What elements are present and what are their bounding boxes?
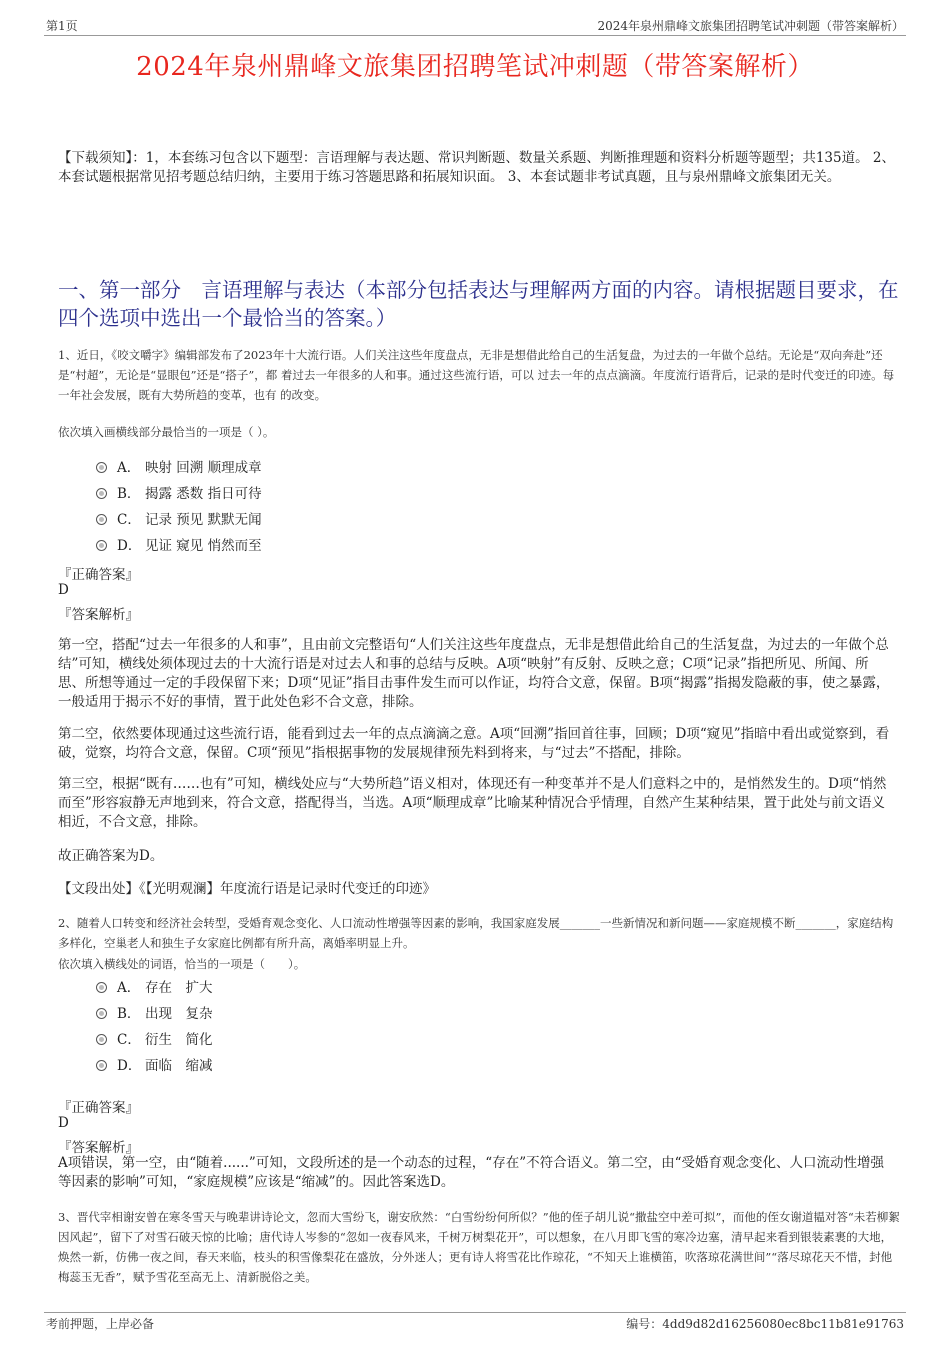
question-2-answer-label: 『正确答案』 — [58, 1100, 139, 1116]
question-3-stem: 3、晋代宰相谢安曾在寒冬雪天与晚辈讲诗论文，忽而大雪纷飞，谢安欣然：“白雪纷纷何所似？”他的侄子胡儿说“撒盐空中差可拟”，而他的侄女谢道韫对答“未若柳絮因风起”，留下了对雪石破天惊的比喻；唐代诗人岑参的“忽如一夜春风来，千树万树梨花开”，可以想象，在八月即飞雪的寒冷边塞，清早起来看到银装素裹的大地，焕然一新，仿佛一夜之间，春天来临，枝头的积雪像梨花在盛放，分外迷人；更有诗人将雪花比作琼花，“不知天上谁横笛，吹落琼花满世间”“落尽琼花天不惜，封他梅蕊玉无香”，赋予雪花至高无上、清新脱俗之美。 — [58, 1210, 900, 1284]
question-2-answer: D — [58, 1115, 69, 1131]
radio-icon[interactable] — [96, 462, 107, 473]
question-1-answer-label: 『正确答案』 — [58, 567, 139, 583]
question-2-stem: 2、随着人口转变和经济社会转型，受婚育观念变化、人口流动性增强等因素的影响，我国家庭发展_______一些新情况和新问题——家庭规模不断_______，家庭结构多样化，空巢老人和独生子女家庭比例都有所升高，离婚率明显上升。 — [58, 916, 894, 950]
question-2-option-d[interactable]: D． 面临 缩减 — [96, 1054, 213, 1074]
question-2-analysis-label: 『答案解析』 — [58, 1140, 139, 1156]
header-divider — [44, 35, 906, 36]
question-2-option-a[interactable]: A． 存在 扩大 — [96, 976, 213, 996]
question-1-option-c[interactable]: C． 记录 预见 默默无闻 — [96, 508, 262, 528]
footer-document-id: 编号：4dd9d82d16256080ec8bc11b81e91763 — [626, 1317, 904, 1331]
question-1-analysis-para-2: 第二空，依然要体现通过这些流行语，能看到过去一年的点点滴滴之意。A项“回溯”指回首往事，回顾；D项“窥见”指暗中看出或觉察到，看破，觉察，均符合文意，保留。C项“预见”指根据事物的发展规律预先料到将来，与“过去”不搭配，排除。 — [58, 726, 890, 761]
radio-icon[interactable] — [96, 540, 107, 551]
section-title: 一、第一部分 言语理解与表达（本部分包括表达与理解两方面的内容。请根据题目要求，在四个选项中选出一个最恰当的答案。） — [58, 278, 899, 330]
document-title: 2024年泉州鼎峰文旅集团招聘笔试冲刺题（带答案解析） — [136, 52, 814, 82]
running-header-title: 2024年泉州鼎峰文旅集团招聘笔试冲刺题（带答案解析） — [597, 19, 904, 33]
question-1-conclusion: 故正确答案为D。 — [58, 848, 164, 864]
radio-icon[interactable] — [96, 1008, 107, 1019]
question-1-answer: D — [58, 582, 69, 598]
question-2-option-c[interactable]: C． 衍生 简化 — [96, 1028, 213, 1048]
question-2-option-b[interactable]: B． 出现 复杂 — [96, 1002, 213, 1022]
question-1-analysis-para-1: 第一空，搭配“过去一年很多的人和事”，且由前文完整语句“人们关注这些年度盘点，无非是想借此给自己的生活复盘，为过去的一年做个总结”可知，横线处须体现过去的十大流行语是对过去人和事的总结与反映。A项“映射”有反射、反映之意；C项“记录”指把所见、所闻、所思、所想等通过一定的手段保留下来；D项“见证”指目击事件发生而可以作证，均符合文意，保留。B项“揭露”指揭发隐蔽的事，使之暴露，一般适用于揭示不好的事情，置于此处色彩不合文意，排除。 — [58, 637, 890, 710]
radio-icon[interactable] — [96, 1034, 107, 1045]
question-1-source: 【文段出处】《【光明观澜】年度流行语是记录时代变迁的印迹》 — [58, 881, 436, 897]
question-2-prompt: 依次填入横线处的词语，恰当的一项是（ ）。 — [58, 957, 306, 971]
question-1-stem: 1、近日，《咬文嚼字》编辑部发布了2023年十大流行语。人们关注这些年度盘点，无非是想借此给自己的生活复盘，为过去的一年做个总结。无论是“双向奔赴”还是“村超”，无论是“显眼包”还是“搭子”，都 着过去一年很多的人和事。通过这些流行语，可以 过去一年的点点滴滴。年度流行语背后，记录的是时代变迁的印迹。每一年社会发展，既有大势所趋的变革，也有 的改变。 — [58, 348, 895, 402]
radio-icon[interactable] — [96, 488, 107, 499]
footer-slogan: 考前押题，上岸必备 — [46, 1317, 155, 1331]
question-1-option-a[interactable]: A． 映射 回溯 顺理成章 — [96, 456, 262, 476]
download-notice: 【下载须知】：1，本套练习包含以下题型：言语理解与表达题、常识判断题、数量关系题、判断推理题和资料分析题等题型；共135道。 2、本套试题根据常见招考题总结归纳，主要用于练习答题思路和拓展知识面。 3、本套试题非考试真题，且与泉州鼎峰文旅集团无关。 — [58, 150, 895, 185]
radio-icon[interactable] — [96, 1060, 107, 1071]
page-number: 第1页 — [46, 19, 78, 33]
footer-divider — [44, 1312, 906, 1313]
question-1-prompt: 依次填入画横线部分最恰当的一项是（ ）。 — [58, 425, 275, 439]
question-1-analysis-label: 『答案解析』 — [58, 607, 139, 623]
question-1-option-b[interactable]: B． 揭露 悉数 指日可待 — [96, 482, 262, 502]
radio-icon[interactable] — [96, 514, 107, 525]
question-2-analysis: A项错误，第一空，由“随着......”可知，文段所述的是一个动态的过程，“存在”不符合语义。第二空，由“受婚育观念变化、人口流动性增强等因素的影响”可知，“家庭规模”应该是“缩减”的。因此答案选D。 — [58, 1155, 885, 1190]
question-1-option-d[interactable]: D． 见证 窥见 悄然而至 — [96, 534, 262, 554]
question-1-analysis-para-3: 第三空，根据“既有……也有”可知，横线处应与“大势所趋”语义相对，体现还有一种变革并不是人们意料之中的，是悄然发生的。D项“悄然而至”形容寂静无声地到来，符合文意，搭配得当，当选。A项“顺理成章”比喻某种情况合乎情理，自然产生某种结果，置于此处与前文语义相近，不合文意，排除。 — [58, 776, 887, 830]
radio-icon[interactable] — [96, 982, 107, 993]
